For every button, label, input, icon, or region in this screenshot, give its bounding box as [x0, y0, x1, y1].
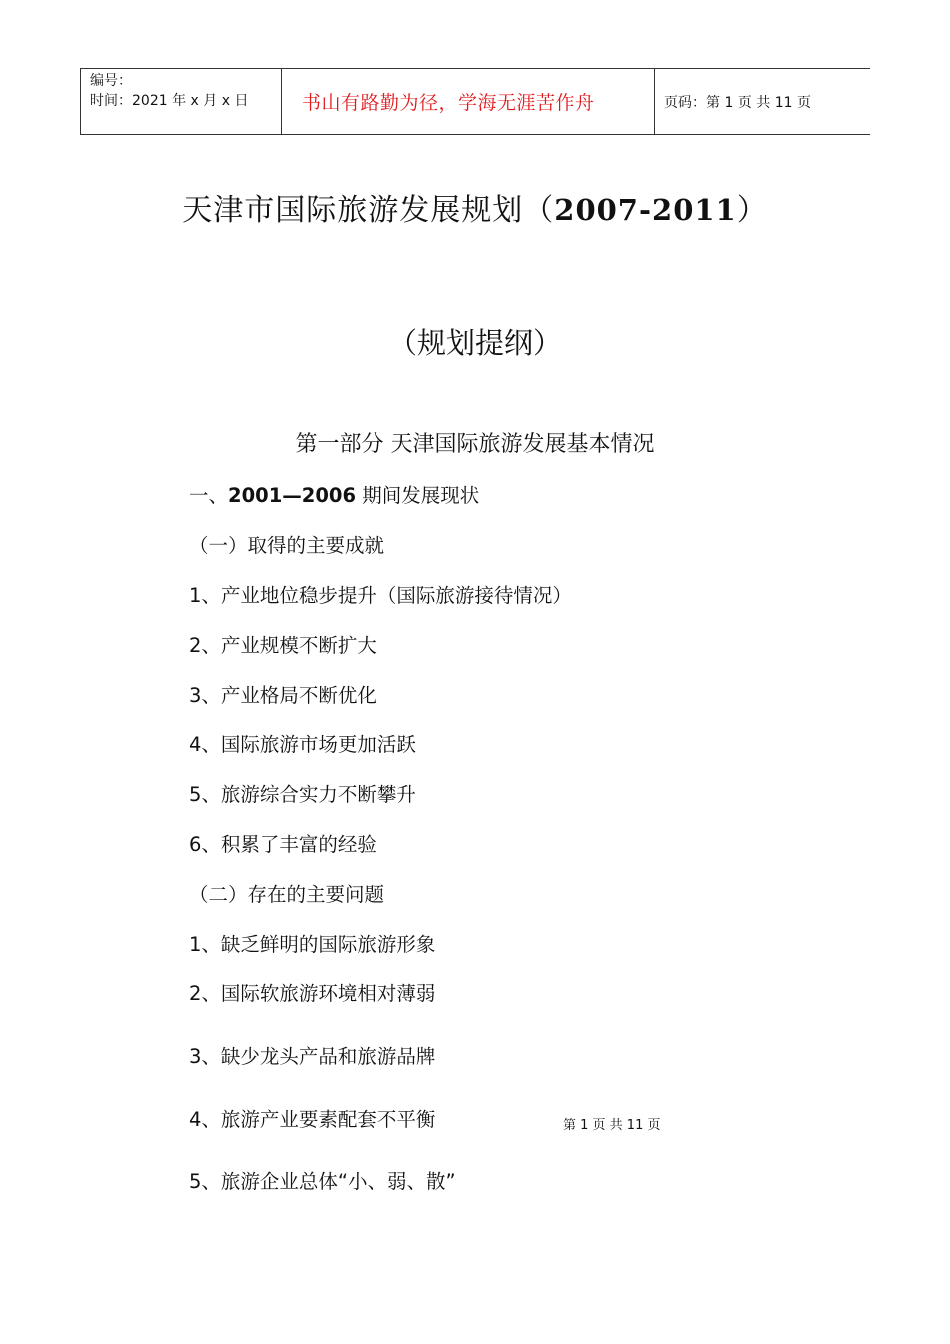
title-prefix: 天津市国际旅游发展规划（: [182, 193, 555, 228]
header-motto-cell: [282, 69, 655, 134]
part-title: 第一部分 天津国际旅游发展基本情况: [295, 432, 655, 457]
number-label: 编号：: [90, 73, 132, 89]
list-item: 1、产业地位稳步提升（国际旅游接待情况）: [189, 584, 572, 607]
section-suffix: 期间发展现状: [356, 484, 480, 507]
list-item: 4、国际旅游市场更加活跃: [189, 733, 416, 756]
list-item: 2、国际软旅游环境相对薄弱: [189, 982, 436, 1005]
time-label: 时间：2021 年 x 月 x 日: [90, 93, 249, 109]
document-subtitle: （规划提纲）: [387, 326, 562, 360]
section-years: 2001—2006: [228, 484, 357, 507]
header-meta-cell: [81, 69, 282, 134]
list-item: 2、产业规模不断扩大: [189, 634, 377, 657]
motto-text: 书山有路勤为径，学海无涯苦作舟: [302, 92, 595, 114]
list-item: 3、产业格局不断优化: [189, 684, 377, 707]
footer-page-info: 第 1 页 共 11 页: [563, 1118, 661, 1133]
header-page-info: 页码：第 1 页 共 11 页: [664, 94, 811, 111]
title-suffix: ）: [736, 193, 768, 228]
title-year: 2007-2011: [554, 193, 737, 227]
list-item: 5、旅游企业总体“小、弱、散”: [189, 1170, 456, 1193]
subsection-achievements: （一）取得的主要成就: [189, 534, 385, 557]
section-prefix: 一、: [189, 484, 229, 507]
list-item: 6、积累了丰富的经验: [189, 833, 377, 856]
list-item: 1、缺乏鲜明的国际旅游形象: [189, 933, 436, 956]
section-heading: [189, 480, 479, 508]
list-item: 5、旅游综合实力不断攀升: [189, 783, 416, 806]
header-table: [80, 68, 870, 135]
list-item: 4、旅游产业要素配套不平衡: [189, 1108, 436, 1131]
header-page-cell: [655, 69, 870, 134]
list-item: 3、缺少龙头产品和旅游品牌: [189, 1045, 436, 1068]
document-title: [0, 185, 950, 229]
subsection-problems: （二）存在的主要问题: [189, 883, 385, 906]
